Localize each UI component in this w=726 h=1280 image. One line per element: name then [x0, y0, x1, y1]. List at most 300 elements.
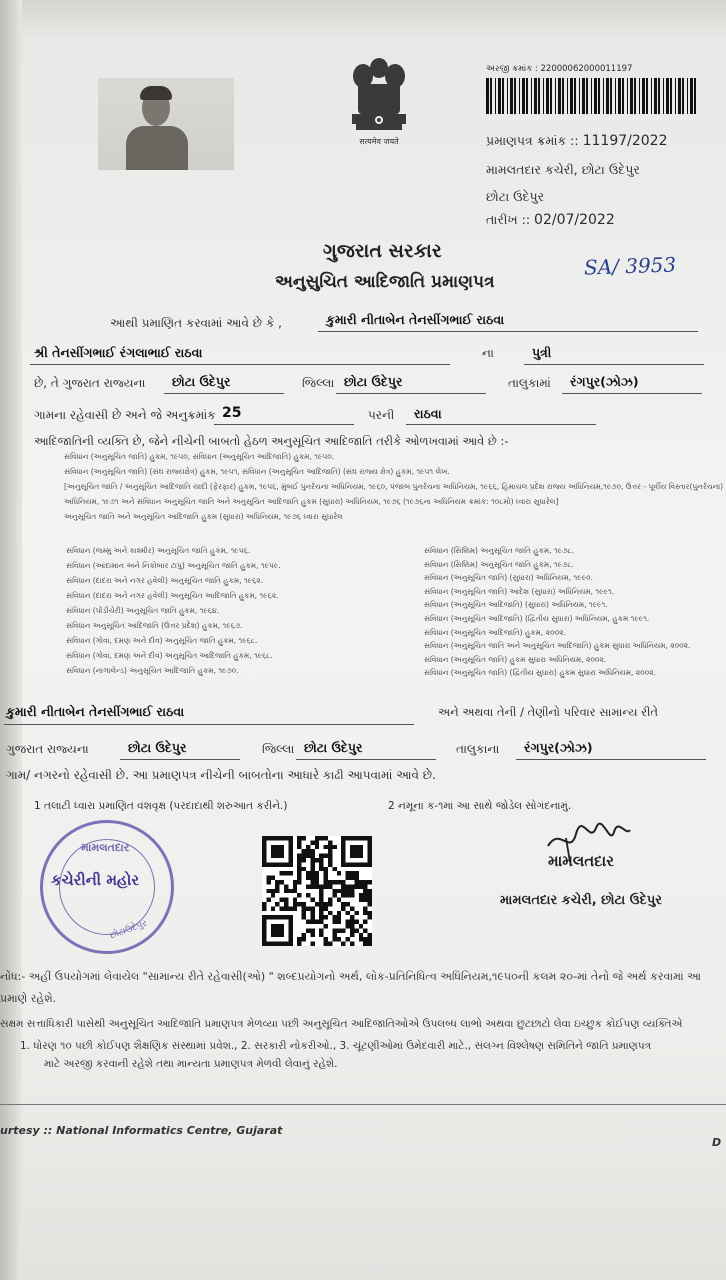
holder-name: કુમારી નીતાબેન તેનસીંગભાઈ રાઠવા — [326, 312, 505, 327]
qr-module — [363, 893, 367, 897]
qr-module — [368, 889, 372, 893]
qr-module — [346, 920, 350, 924]
qr-module — [337, 880, 341, 884]
issue-date-value: 02/07/2022 — [534, 212, 615, 228]
relation-line — [524, 364, 704, 365]
qr-module — [341, 880, 345, 884]
barcode-bar — [526, 78, 528, 114]
qr-module — [310, 928, 314, 932]
application-number-label: અરજી ક્રમાંક : — [486, 64, 538, 74]
barcode-bar — [690, 78, 693, 114]
qr-module — [332, 889, 336, 893]
photo-hair — [140, 86, 172, 100]
village-prefix: ગામના રહેવાસી છે અને જે અનુક્રમાંક — [34, 408, 216, 422]
qr-module — [346, 924, 350, 928]
issuing-place: છોટા ઉદેપુર — [486, 189, 545, 204]
qr-module — [302, 854, 306, 858]
barcode-bar — [678, 78, 681, 114]
qr-module — [346, 884, 350, 888]
qr-module — [293, 902, 297, 906]
qr-module — [363, 911, 367, 915]
barcode-bar — [606, 78, 609, 114]
qr-module — [328, 862, 332, 866]
qr-module — [302, 849, 306, 853]
qr-module — [346, 893, 350, 897]
qr-module — [328, 898, 332, 902]
barcode-bar — [591, 78, 592, 114]
note-1-continued: પ્રમાણે રહેશે. — [0, 992, 57, 1005]
qr-module — [368, 942, 372, 946]
qr-module — [319, 893, 323, 897]
qr-module — [284, 884, 288, 888]
qr-module — [359, 933, 363, 937]
qr-module — [297, 942, 301, 946]
qr-module — [350, 928, 354, 932]
rule-item: સંવિધાન (અનુસૂચિત આદિજાતિ) (દ્વિતીય સુધારા) અધિનિયમ, હુકમ ૧૯૯૧. — [424, 614, 650, 623]
qr-module — [359, 880, 363, 884]
barcode-bar — [603, 78, 604, 114]
qr-module — [346, 902, 350, 906]
signatory-office: મામલતદાર કચેરી, છોટા ઉદેપુર — [500, 893, 662, 908]
basis-2: 2 નમૂના ક-૧માં આ સાથે જોડેલ સોગંદનામું. — [388, 800, 572, 812]
barcode-bar — [486, 78, 489, 114]
district-line — [164, 393, 284, 394]
qr-module — [324, 871, 328, 875]
qr-module — [302, 867, 306, 871]
qr-module — [310, 871, 314, 875]
barcode-bar — [522, 78, 525, 114]
issue-date-label: તારીખ :: — [486, 212, 531, 227]
qr-module — [319, 911, 323, 915]
barcode-bar — [666, 78, 669, 114]
qr-module — [324, 845, 328, 849]
seal-middle-text: કચેરીની મહોર — [51, 871, 140, 889]
qr-module — [319, 889, 323, 893]
qr-module — [302, 911, 306, 915]
page-edge-shadow — [0, 0, 22, 1280]
qr-module — [346, 937, 350, 941]
qr-module — [354, 876, 358, 880]
barcode-bar — [663, 78, 664, 114]
qr-module — [297, 880, 301, 884]
qr-module — [324, 937, 328, 941]
rule-item: સંવિધાન (સિક્કિમ) અનુસૂચિત જાતિ હુકમ, ૧૯૭૮. — [424, 559, 574, 569]
qr-module — [319, 920, 323, 924]
qr-module — [354, 884, 358, 888]
seal-bottom-text: છોટાઉદેપુર — [108, 918, 149, 942]
qr-module — [346, 876, 350, 880]
state-prefix-2: ગુજરાત રાજ્યના — [6, 742, 89, 756]
qr-module — [306, 876, 310, 880]
qr-module — [319, 836, 323, 840]
qr-module — [297, 862, 301, 866]
qr-module — [368, 933, 372, 937]
qr-module — [315, 902, 319, 906]
qr-module — [306, 928, 310, 932]
qr-module — [310, 849, 314, 853]
barcode-bar — [543, 78, 544, 114]
qr-module — [324, 867, 328, 871]
qr-module — [293, 889, 297, 893]
qr-module — [310, 876, 314, 880]
barcode-bar — [651, 78, 652, 114]
holder-name-2: કુમારી નીતાબેન તેનસીંગભાઈ રાઠવા — [6, 704, 185, 719]
qr-module — [319, 928, 323, 932]
rule-item: સંવિધાન (જમ્મુ અને કાશ્મીર) અનુસૂચિત જાતિ હુકમ, ૧૯૫૬. — [66, 546, 251, 555]
qr-module — [310, 920, 314, 924]
qr-module — [350, 920, 354, 924]
barcode-bar — [639, 78, 640, 114]
barcode — [486, 78, 700, 114]
barcode-bar — [622, 78, 624, 114]
qr-module — [310, 858, 314, 862]
district-4-line — [296, 759, 436, 760]
qr-module — [266, 898, 270, 902]
qr-module — [302, 915, 306, 919]
taluka-label: તાલુકામાં — [508, 376, 551, 390]
qr-module — [315, 858, 319, 862]
barcode-bar — [642, 78, 645, 114]
qr-module — [368, 880, 372, 884]
qr-module — [341, 893, 345, 897]
recognition-statement: આદિજાતિની વ્યક્તિ છે, જેને નીચેની બાબતો હેઠળ અનુસૂચિત આદિજાતિ તરીકે ઓળખવામાં આવે છે :- — [34, 434, 509, 448]
qr-module — [293, 906, 297, 910]
qr-module — [350, 893, 354, 897]
qr-module — [306, 854, 310, 858]
barcode-bar — [574, 78, 576, 114]
qr-module — [266, 880, 270, 884]
note-1: નોંધ:- અહીં ઉપયોગમાં લેવાયેલ "સામાન્ય રીતે રહેવાસી(ઓ) " શબ્દપ્રયોગનો અર્થ, લોક-પ્રતિનિધિત્વ અધિનિયમ,૧૯૫૦ની કલમ ૨૦-માં તેનો જે અર્થ કરવામાં આ — [0, 970, 702, 983]
rule-item: સંવિધાન (આંદામાન અને નિકોબાર ટાપુ) અનુસૂચિત જાતિ હુકમ, ૧૯૫૯. — [66, 561, 281, 570]
qr-module — [324, 854, 328, 858]
emblem-caption: सत्यमेव जयते — [359, 137, 399, 146]
qr-module — [315, 920, 319, 924]
certificate-number-label: પ્રમાણપત્ર ક્રમાંક :: — [486, 133, 579, 148]
qr-module — [280, 871, 284, 875]
qr-module — [363, 906, 367, 910]
note-4: માટે અરજી કરવાની રહેશે તથા માન્યતા પ્રમાણપત્ર મેળવી લેવાનું રહેશે. — [44, 1058, 338, 1070]
qr-module — [324, 876, 328, 880]
qr-module — [284, 906, 288, 910]
seal-top-text: મામલતદાર — [81, 841, 130, 854]
qr-module — [354, 880, 358, 884]
taluka-line — [562, 393, 702, 394]
qr-module — [275, 902, 279, 906]
qr-module — [319, 915, 323, 919]
qr-module — [368, 902, 372, 906]
na-label: ના — [482, 346, 494, 360]
qr-module — [328, 884, 332, 888]
qr-module — [284, 889, 288, 893]
holder-name-line — [318, 331, 698, 332]
footer-right: D — [712, 1136, 722, 1149]
qr-module — [368, 911, 372, 915]
qr-module — [328, 840, 332, 844]
qr-module — [306, 845, 310, 849]
qr-module — [310, 915, 314, 919]
footer-courtesy: urtesy :: National Informatics Centre, Gujarat — [0, 1124, 283, 1137]
qr-finder — [271, 845, 284, 858]
qr-module — [315, 884, 319, 888]
qr-module — [297, 902, 301, 906]
rule-item: અનુસૂચિત જાતિ અને અનુસૂચિત આદિજાતિ હુકમ (સુધારા) અધિનિયમ, ૧૯૭૬ ધ્વારા સુધારેલ — [64, 512, 343, 521]
qr-module — [354, 911, 358, 915]
qr-module — [284, 898, 288, 902]
qr-module — [271, 906, 275, 910]
barcode-bar — [694, 78, 696, 114]
qr-module — [306, 884, 310, 888]
barcode-bar — [562, 78, 564, 114]
qr-module — [350, 924, 354, 928]
qr-module — [368, 898, 372, 902]
qr-module — [319, 898, 323, 902]
photo-body — [126, 126, 188, 170]
note-2: સક્ષમ સત્તાધિકારી પાસેથી અનુસૂચિત આદિજાતિ પ્રમાણપત્ર મેળવ્યા પછી અનુસૂચિત આદિજાતિઓએ ઉપલબ્ધ લાભો અથવા છુટછાટો લેવા ઇચ્છુક કોઈપણ વ્યક્તિએ — [0, 1018, 683, 1030]
qr-module — [324, 902, 328, 906]
qr-module — [288, 889, 292, 893]
applicant-photo — [98, 78, 234, 170]
qr-module — [337, 911, 341, 915]
qr-module — [293, 880, 297, 884]
qr-module — [319, 862, 323, 866]
barcode-bar — [507, 78, 508, 114]
qr-module — [284, 902, 288, 906]
qr-module — [319, 867, 323, 871]
qr-module — [341, 906, 345, 910]
holder-name-2-line — [4, 724, 414, 725]
barcode-bar — [579, 78, 580, 114]
qr-module — [341, 884, 345, 888]
qr-module — [315, 871, 319, 875]
qr-module — [337, 871, 341, 875]
qr-module — [315, 840, 319, 844]
qr-module — [319, 906, 323, 910]
qr-module — [306, 871, 310, 875]
qr-module — [332, 880, 336, 884]
barcode-bar — [658, 78, 660, 114]
district-4: છોટા ઉદેપુર — [304, 740, 363, 755]
qr-module — [310, 880, 314, 884]
qr-module — [328, 845, 332, 849]
qr-module — [350, 942, 354, 946]
title-government: ગુજરાત સરકાર — [323, 240, 442, 262]
qr-module — [354, 928, 358, 932]
qr-module — [297, 854, 301, 858]
certificate-number — [486, 133, 667, 149]
rule-item: સંવિધાન (નાગાલેન્ડ) અનુસૂચિત આદિજાતિ હુકમ, ૧૯૭૦. — [66, 666, 239, 675]
basis-1: 1 તલાટી ધ્વારા પ્રમાણિત વંશવૃક્ષ (પરદાદાથી શરુઆત કરીને.) — [34, 800, 288, 812]
rule-item: સંવિધાન (અનુસૂચિત આદિજાતિ) હુકમ, ૨૦૦૨. — [424, 627, 566, 637]
qr-module — [363, 920, 367, 924]
qr-module — [288, 871, 292, 875]
barcode-bar — [687, 78, 688, 114]
qr-module — [324, 924, 328, 928]
qr-module — [332, 928, 336, 932]
qr-module — [328, 858, 332, 862]
qr-module — [337, 937, 341, 941]
certificate-number-value: 11197/2022 — [582, 133, 668, 149]
qr-module — [306, 849, 310, 853]
qr-module — [310, 933, 314, 937]
rule-item: સંવિધાન (દાદરા અને નગર હવેલી) અનુસૂચિત આદિજાતિ હુકમ, ૧૯૬૨. — [66, 591, 279, 600]
note-3: 1. ધોરણ ૧૦ પછી કોઈપણ શૈક્ષણિક સંસ્થામાં પ્રવેશ., 2. સરકારી નોકરીઓ., 3. ચૂંટણીઓમાં ઉમેદવારી માટે., સંલગ્ન વિશ્લેષણ સમિતિને જાતિ પ્રમાણપત્ર — [20, 1040, 652, 1052]
qr-module — [297, 937, 301, 941]
qr-module — [302, 836, 306, 840]
barcode-bar — [594, 78, 597, 114]
qr-module — [297, 893, 301, 897]
issuing-office: મામલતદાર કચેરી, છોટા ઉદેપુર — [486, 162, 640, 177]
qr-module — [363, 880, 367, 884]
qr-module — [363, 898, 367, 902]
qr-module — [306, 893, 310, 897]
qr-module — [271, 876, 275, 880]
rule-item: સંવિધાન (અનુસૂચિત જાતિ) (સંઘ રાજ્યક્ષેત્ર) હુકમ, ૧૯૫૧, સંવિધાન (અનુસૂચિત આદિજાતિ) (સંઘ રાજ્ય ક્ષેત્ર) હુકમ, ૧૯૫૧ લેખ. — [64, 467, 450, 476]
signatory-title: મામલતદાર — [548, 852, 614, 870]
schedule-serial-line — [214, 424, 354, 425]
qr-module — [310, 911, 314, 915]
qr-module — [363, 928, 367, 932]
qr-module — [319, 854, 323, 858]
rule-item: સંવિધાન (સિક્કિમ) અનુસૂચિત જાતિ હુકમ, ૧૯૭૮. — [424, 546, 574, 555]
qr-module — [310, 884, 314, 888]
qr-module — [306, 906, 310, 910]
qr-module — [302, 937, 306, 941]
qr-module — [337, 928, 341, 932]
barcode-bar — [531, 78, 532, 114]
rule-item: સંવિધાન (ગોવા, દમણ અને દીવ) અનુસૂચિત આદિજાતિ હુકમ, ૧૯૬૮. — [66, 651, 273, 660]
barcode-bar — [615, 78, 616, 114]
district: છોટા ઉદેપુર — [172, 374, 231, 389]
qr-module — [310, 942, 314, 946]
qr-module — [315, 845, 319, 849]
barcode-bar — [490, 78, 492, 114]
qr-module — [310, 854, 314, 858]
qr-module — [302, 902, 306, 906]
footer-rule — [0, 1104, 726, 1105]
schedule-serial: 25 — [222, 405, 242, 421]
qr-module — [328, 854, 332, 858]
district-3-line — [120, 759, 240, 760]
barcode-bar — [654, 78, 657, 114]
qr-module — [328, 902, 332, 906]
barcode-bar — [538, 78, 540, 114]
qr-module — [354, 871, 358, 875]
qr-module — [350, 915, 354, 919]
qr-module — [297, 867, 301, 871]
qr-module — [368, 915, 372, 919]
qr-module — [319, 902, 323, 906]
qr-module — [332, 915, 336, 919]
taluka-label-2: તાલુકાના — [456, 742, 500, 756]
barcode-bar — [555, 78, 556, 114]
qr-module — [275, 889, 279, 893]
handwritten-note: SA/ 3953 — [583, 252, 677, 280]
qr-module — [297, 876, 301, 880]
barcode-bar — [558, 78, 561, 114]
barcode-bar — [646, 78, 648, 114]
qr-module — [302, 858, 306, 862]
qr-module — [297, 840, 301, 844]
qr-module — [297, 858, 301, 862]
barcode-bar — [534, 78, 537, 114]
qr-module — [293, 884, 297, 888]
rule-item: સંવિધાન (દાદરા અને નગર હવેલી) અનુસૂચિત જાતિ હુકમ, ૧૯૬૨. — [66, 576, 264, 585]
parni-label: પરની — [368, 408, 395, 422]
qr-module — [341, 942, 345, 946]
qr-module — [324, 836, 328, 840]
qr-module — [324, 915, 328, 919]
qr-module — [341, 928, 345, 932]
rule-item: સંવિધાન (અનુસૂચિત જાતિ અને અનુસૂચિત આદિજાતિ) હુકમ સુધારા અધિનિયમ, ૨૦૦૨. — [424, 641, 691, 651]
relation: પુત્રી — [532, 345, 552, 360]
rule-item: અધિનિયમ, ૧૯૭૧ અને સંવિધાન અનુસૂચિત જાતિ અને અનુસૂચિત આદિજાતિ હુકમ (સુધારા) અધિનિયમ, ૧૯૭૬ (૧૯૭૬ના અધિનિયમ ક્રમાંક: ૧૦૮મો) ધ્વારા સુધારેલ] — [64, 497, 559, 506]
barcode-bar — [510, 78, 513, 114]
qr-module — [271, 889, 275, 893]
taluka: રંગપુર(ઝોઝ) — [570, 374, 639, 389]
qr-module — [368, 937, 372, 941]
qr-module — [363, 937, 367, 941]
barcode-bar — [586, 78, 588, 114]
qr-module — [346, 889, 350, 893]
qr-module — [293, 898, 297, 902]
qr-module — [359, 893, 363, 897]
qr-module — [319, 884, 323, 888]
qr-module — [332, 845, 336, 849]
qr-module — [337, 898, 341, 902]
barcode-bar — [675, 78, 676, 114]
certify-prefix: આથી પ્રમાણિત કરવામાં આવે છે કે , — [110, 316, 282, 330]
qr-module — [266, 889, 270, 893]
qr-module — [315, 836, 319, 840]
qr-module — [315, 880, 319, 884]
qr-module — [324, 906, 328, 910]
qr-module — [324, 884, 328, 888]
qr-module — [328, 880, 332, 884]
qr-module — [310, 867, 314, 871]
family-text: અને અથવા તેની / તેણીનો પરિવાર સામાન્ય રીતે — [438, 705, 659, 719]
barcode-bar — [498, 78, 501, 114]
barcode-bar — [519, 78, 520, 114]
qr-module — [288, 906, 292, 910]
village-line: ગામ/ નગરનો રહેવાસી છે. આ પ્રમાણપત્ર નીચેની બાબતોના આધારે કાઢી આપવામાં આવે છે. — [6, 768, 436, 782]
qr-module — [332, 933, 336, 937]
qr-module — [354, 920, 358, 924]
issue-date — [486, 212, 615, 228]
qr-module — [275, 884, 279, 888]
qr-module — [332, 920, 336, 924]
barcode-bar — [514, 78, 516, 114]
rule-item: સંવિધાન (અનુસૂચિત જાતિ) (સુધારા) અધિનિયમ, ૧૯૯૦. — [424, 573, 593, 583]
qr-module — [337, 920, 341, 924]
qr-module — [297, 871, 301, 875]
father-name: શ્રી તેનસીંગભાઈ રંગલાભાઈ રાઠવા — [34, 345, 203, 360]
barcode-bar — [627, 78, 628, 114]
barcode-bar — [495, 78, 496, 114]
qr-module — [262, 902, 266, 906]
tribe-name: રાઠવા — [414, 406, 442, 421]
qr-module — [368, 893, 372, 897]
barcode-bar — [598, 78, 600, 114]
qr-module — [262, 906, 266, 910]
district-2-line — [336, 393, 486, 394]
barcode-bar — [546, 78, 549, 114]
qr-module — [359, 884, 363, 888]
qr-module — [310, 898, 314, 902]
rule-item: સંવિધાન (અનુસૂચિત આદિજાતિ) (સુધારા) અધિનિયમ, ૧૯૯૧. — [424, 600, 608, 610]
qr-module — [284, 871, 288, 875]
qr-module — [280, 906, 284, 910]
barcode-bar — [550, 78, 552, 114]
